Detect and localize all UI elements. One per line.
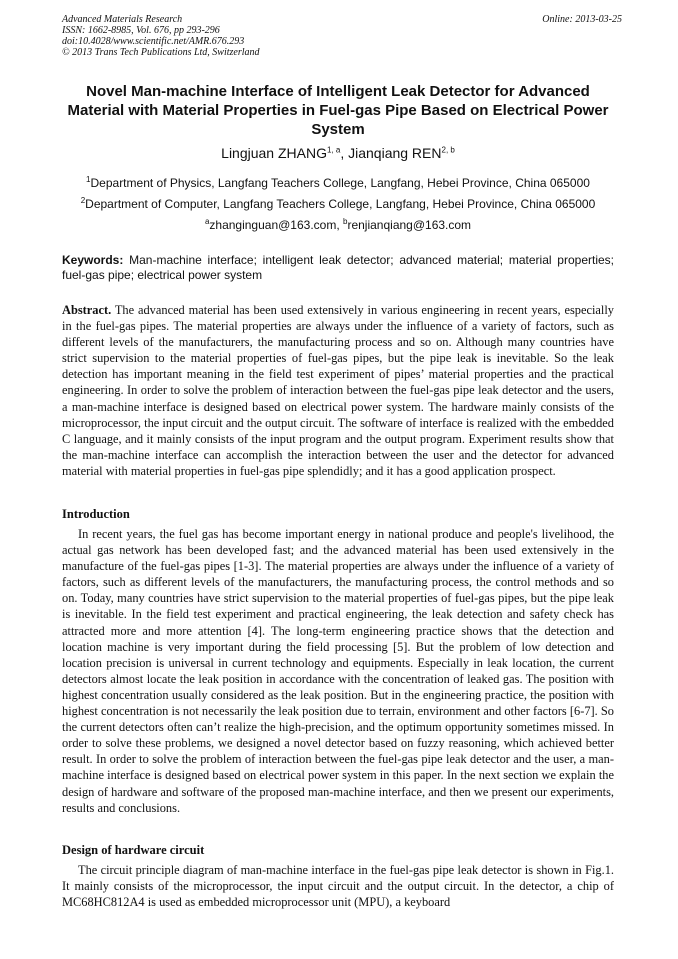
email-superscript: a <box>204 217 210 226</box>
introduction-paragraph: In recent years, the fuel gas has become important energy in national produce and people's livelihood, the actual gas network has been developed fast; and the advanced material has been used extensively in the manufacture of the fuel-gas pipes [1-3]. The material properties are always under the influence of a variety of factors, such as different levels of the manufacturers, the manufacturing process, the control methods and so on. Today, many countries have strict supervision to the material properties of fuel-gas pipes, but the pipe leak is inevitable. In the field test experiment and practical engineering, the leak detection and safety check has attracted more and more attention [4]. The long-term engineering practice shows that the detection and location machine is very important during the field processing [5]. But the problem of low detection and location precision is universal in current technology and equipments. Especially in leak location, the current detectors almost locate the leak position in accordance with the concentration of leaked gas. The position with highest concentration usually considered as the leak position. But in the engineering practice, the position with highest concentration is not necessarily the leak position due to terrain, environment and other factors [6-7]. So the current detectors often can’t realize the high-precision, and the optimum opportunity sometimes missed. In order to solve these problems, we designed a novel detector based on fuzzy reasoning, which achieved better result. In order to solve the problem of interaction between the fuel-gas pipe leak detector and the user, a man-machine interface is designed based on electrical power system in this paper. In the next section we explain the design of hardware and software of the proposed man-machine interface, and then we present our experiments, results and conclusions. <box>62 527 614 815</box>
journal-name: Advanced Materials Research <box>62 14 183 25</box>
doi-line: doi:10.4028/www.scientific.net/AMR.676.293 <box>62 36 245 47</box>
keywords <box>62 253 614 283</box>
author-name: Jianqiang REN <box>348 145 442 161</box>
email-address[interactable]: zhanginguan@163.com, <box>209 218 343 232</box>
author-name: Lingjuan ZHANG <box>221 145 327 161</box>
email-superscript: b <box>343 217 348 226</box>
author-line <box>62 144 614 162</box>
affiliation-text: Department of Physics, Langfang Teachers College, Langfang, Hebei Province, China 065000 <box>90 176 590 190</box>
copyright-line: © 2013 Trans Tech Publications Ltd, Switzerland <box>62 47 260 58</box>
affiliation-1 <box>62 175 614 191</box>
affiliation-superscript: 1 <box>86 175 91 184</box>
affiliation-2 <box>62 196 614 212</box>
issn-line: ISSN: 1662-8985, Vol. 676, pp 293-296 <box>62 25 220 36</box>
affiliation-superscript: 2 <box>80 196 86 205</box>
online-date: Online: 2013-03-25 <box>542 14 622 25</box>
author-separator: , <box>340 145 349 161</box>
section-heading-introduction: Introduction <box>62 507 130 521</box>
keywords-text: Man-machine interface; intelligent leak detector; advanced material; material properties; fuel-gas pipe; electrical power system <box>62 253 614 282</box>
author-superscript: 1, a <box>326 145 341 155</box>
journal-header <box>62 14 622 58</box>
keywords-label: Keywords: <box>62 253 124 267</box>
abstract-text: The advanced material has been used extensively in various engineering in recent years, especially in the fuel-gas pipes. The material properties are always under the influence of a variety of factors, such as different levels of the manufacturers, the manufacturing process and so on. Although many countries have strict supervision to the material properties of fuel-gas pipes, but the pipe leak is inevitable. So the leak detection has important meaning in the field test experiment of pipes’ material properties and the practical engineering. In order to solve the problem of interaction between the fuel-gas pipe leak detector and the users, a man-machine interface is designed based on electrical power system. The hardware mainly consists of the microprocessor, the input circuit and the output circuit. The software of interface is realized with the embedded C language, and it mainly consists of the input program and the output program. Experiment results show that the man-machine interface can accomplish the interaction between the user and the detector for advanced material with material properties in fuel-gas pipe splendidly; and it has a good application prospect. <box>62 303 614 478</box>
author-superscript: 2, b <box>441 145 455 155</box>
email-address[interactable]: renjianqiang@163.com <box>347 218 472 232</box>
hardware-paragraph: The circuit principle diagram of man-machine interface in the fuel-gas pipe leak detector is shown in Fig.1. It mainly consists of the microprocessor, the input circuit and the output circuit. In the detector, a chip of MC68HC812A4 is used as embedded microprocessor unit (MPU), a keyboard <box>62 863 614 910</box>
abstract <box>62 302 614 479</box>
paper-title: Novel Man-machine Interface of Intelligent Leak Detector for Advanced Material with Material Properties in Fuel-gas Pipe Based on Electrical Power System <box>67 83 609 138</box>
affiliation-text: Department of Computer, Langfang Teachers College, Langfang, Hebei Province, China 065000 <box>85 197 596 211</box>
email-line <box>62 217 614 233</box>
section-heading-hardware: Design of hardware circuit <box>62 843 205 857</box>
abstract-label: Abstract. <box>62 303 112 317</box>
